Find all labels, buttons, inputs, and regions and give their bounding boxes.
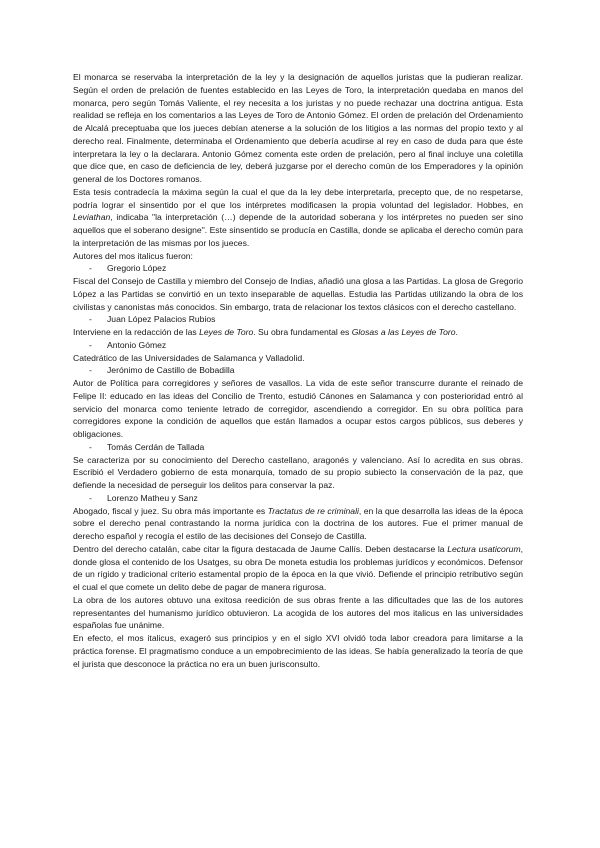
author-desc-palacios-rubios (73, 326, 523, 339)
bullet-dash: - (89, 441, 92, 452)
lectura-usaticorum-title: Lectura usaticorum (447, 543, 521, 554)
paragraph-derecho-catalan (73, 543, 523, 594)
tesis-text-2: , indicaba "la interpretación (…) depende de la autoridad soberana y los intérpretes no pueden ser sino aquellos que el soberano designe". Este sinsentido se producía en Castilla, donde se aplicaba el derecho común para la interpretación de las mismas por los jueces. (73, 212, 523, 248)
author-bullet-antonio-gomez (73, 339, 523, 352)
author-desc-text: , en la que desarrolla las ideas de la época sobre el derecho penal contrastando la norma jurídica con la doctrina de los autores. Fue el primer manual de derecho español y recogía el estilo de las decisiones del Consejo de Castilla. (73, 505, 523, 541)
catalan-text-2: , donde glosa el contenido de los Usatges, su obra De moneta estudia los problemas jurídicos y económicos. Defensor de un rígido y tradicional criterio estamental propio de la época en la que vivió. Defiende el principio retributivo según el cual el que comete un delito debe de pagar de manera rigurosa. (73, 543, 523, 592)
author-desc-cerdan-tallada (73, 454, 523, 492)
paragraph-interpretacion: El monarca se reservaba la interpretación de la ley y la designación de aquellos juristas que la pudieran realizar. Según el orden de prelación de fuentes establecido en las Leyes de Toro, la interpretación quedaba en manos del monarca, pero según Tomás Valiente, el rey necesita a los juristas y no puede rechazar una doctrina antigua. Esta realidad se refleja en los comentarios a las Leyes de Toro de Antonio Gómez. El orden de prelación del Ordenamiento de Alcalá preceptuaba que los jueces debían atenerse a la solución de los litigios a las normas del propio texto y al derecho real. Finalmente, determinaba el Ordenamiento que debería acudirse al rey en caso de duda para que éste interpretara la ley o la declarara. Antonio Gómez comenta este orden de prelación, pero al final incluye una coletilla que dice que, en caso de deficiencia de ley, deberá juzgarse por el derecho común de los Emperadores y la opinión general de los Doctores romanos. (73, 72, 523, 184)
author-bullet-castillo-bobadilla (73, 364, 523, 377)
author-name: Lorenzo Matheu y Sanz (107, 492, 198, 503)
paragraph-tesis (73, 186, 523, 250)
bullet-dash: - (89, 365, 92, 376)
leviathan-title: Leviathan (73, 212, 111, 223)
author-desc-matheu-sanz (73, 505, 523, 543)
paragraph-reedicion: La obra de los autores obtuvo una exitosa reedición de sus obras frente a las dificultades que las de los autores representantes del humanismo jurídico obtuvieron. La acogida de los autores del mos italicus en las universidades españolas fue unánime. (73, 594, 523, 631)
paragraph-autores-intro: Autores del mos italicus fueron: (73, 250, 193, 261)
author-desc-text: Catedrático de las Universidades de Salamanca y Valladolid. (73, 352, 305, 363)
author-bullet-gregorio-lopez (73, 262, 523, 275)
author-name: Juan López Palacios Rubios (107, 314, 216, 325)
author-name: Jerónimo de Castillo de Bobadilla (107, 365, 235, 376)
document-page (73, 71, 523, 670)
bullet-dash: - (89, 314, 92, 325)
author-desc-antonio-gomez (73, 352, 523, 365)
author-name: Tomás Cerdán de Tallada (107, 441, 205, 452)
bullet-dash: - (89, 263, 92, 274)
author-desc-gregorio-lopez (73, 275, 523, 313)
bullet-dash: - (89, 339, 92, 350)
author-desc-text: . (455, 327, 458, 337)
tesis-text-1: Esta tesis contradecía la máxima según la cual el que da la ley debe interpretarla, precepto que, de no respetarse, podría lograr el sinsentido por el que los intérpretes modificasen la propia voluntad del legislador. Hobbes, en (73, 186, 523, 210)
author-desc-text: Fiscal del Consejo de Castilla y miembro del Consejo de Indias, añadió una glosa a las Partidas. La glosa de Gregorio López a las Partidas se convirtió en un texto inseparable de aquellas. Estudia las Partidas utilizando la obra de los civilistas y canonistas más conocidos. Sin embargo, trata de relacionar los textos clásicos con el derecho castellano. (73, 276, 523, 312)
author-desc-text: Autor de Política para corregidores y señores de vasallos. La vida de este señor transcurre durante el reinado de Felipe II: educado en las ideas del Concilio de Trento, estudió Cánones en Salamanca y con posterioridad entró al servicio del monarca como teniente letrado de corregidor, ascendiendo a corregidor. En su obra política para corregidores expone la condición de aquellos que están llamados a ocupar estos cargos públicos, sus deberes y obligaciones. (73, 378, 523, 439)
author-bullet-cerdan-tallada (73, 441, 523, 454)
author-bullet-matheu-sanz (73, 492, 523, 505)
author-desc-text: Abogado, fiscal y juez. Su obra más importante es (73, 505, 268, 516)
author-desc-castillo-bobadilla (73, 377, 523, 441)
bullet-dash: - (89, 492, 92, 503)
author-name: Gregorio López (107, 263, 167, 274)
glosas-title: Glosas a las Leyes de Toro (351, 327, 456, 337)
tractatus-title: Tractatus de re criminali (267, 505, 359, 516)
catalan-text-1: Dentro del derecho catalán, cabe citar la figura destacada de Jaume Callís. Deben destacarse la (73, 543, 448, 554)
author-desc-text: Interviene en la redacción de las (73, 327, 200, 337)
author-bullet-palacios-rubios (73, 313, 523, 326)
author-desc-text: Se caracteriza por su conocimiento del Derecho castellano, aragonés y valenciano. Así lo acredita en sus obras. Escribió el Verdadero gobierno de esta monarquía, tomado de su propio subiecto la conservación de la paz, que defiende la necesidad de perseguir los delitos para conservar la paz. (73, 454, 523, 490)
leyes-de-toro-title: Leyes de Toro (199, 327, 254, 337)
author-desc-text: . Su obra fundamental es (253, 327, 352, 337)
paragraph-conclusion: En efecto, el mos italicus, exageró sus principios y en el siglo XVI olvidó toda labor creadora para limitarse a la práctica forense. El pragmatismo conduce a un empobrecimiento de las ideas. Se había generalizado la teoría de que el jurista que desconoce la práctica no era un buen jurisconsulto. (73, 633, 523, 669)
author-name: Antonio Gómez (107, 339, 167, 350)
